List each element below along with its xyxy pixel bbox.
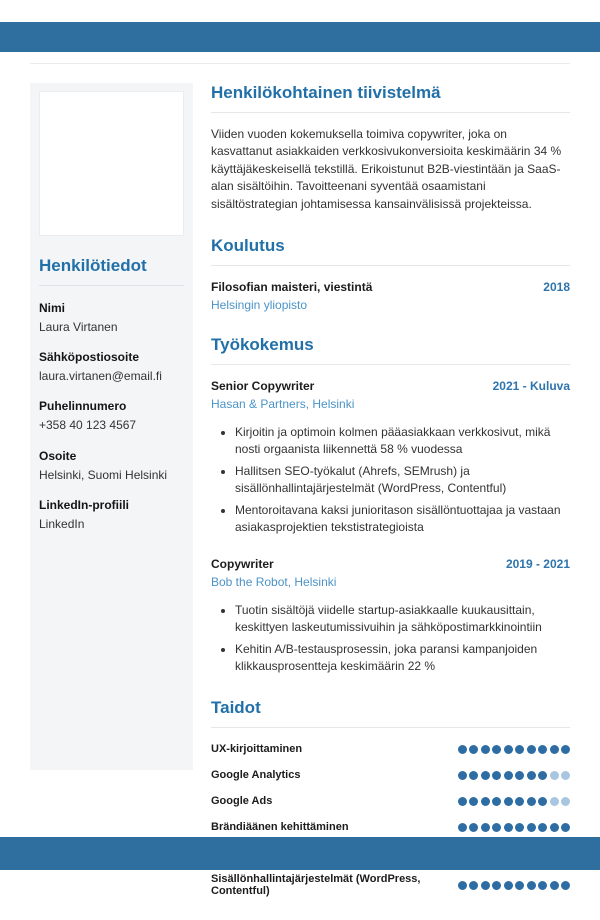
skill-dot-filled xyxy=(504,745,513,754)
field-label: Sähköpostiosoite xyxy=(39,350,140,365)
period-label: 2019 - 2021 xyxy=(505,557,570,572)
company-name: Hasan & Partners, Helsinki xyxy=(211,396,355,411)
skill-dot-filled xyxy=(458,771,467,780)
skill-dot-empty xyxy=(550,771,559,780)
entry-head xyxy=(211,557,570,571)
skill-dot-filled xyxy=(538,771,547,780)
section-title: Henkilökohtainen tiivistelmä xyxy=(211,83,570,113)
top-accent-bar xyxy=(0,22,600,52)
skill-dot-filled xyxy=(492,797,501,806)
entry-head xyxy=(211,379,570,393)
degree-title: Filosofian maisteri, viestintä xyxy=(211,279,373,294)
skill-rating-dots xyxy=(458,797,571,806)
skill-dot-filled xyxy=(458,745,467,754)
section-experience xyxy=(211,335,570,675)
skill-row xyxy=(211,769,570,781)
title-divider xyxy=(30,63,570,64)
school-name: Helsingin yliopisto xyxy=(211,297,308,312)
skill-rating-dots xyxy=(458,771,571,780)
skill-dot-filled xyxy=(515,745,524,754)
skill-name: Brändiäänen kehittäminen xyxy=(211,821,349,834)
section-title: Koulutus xyxy=(211,236,570,266)
bullet-item: • Kehitin A/B-testausprosessin, joka paransi kampanjoiden klikkausprosentteja keskimäärin 22 % xyxy=(235,641,570,675)
experience-entry xyxy=(211,379,570,536)
skill-dot-filled xyxy=(492,745,501,754)
skill-dot-filled xyxy=(561,823,570,832)
skill-dot-filled xyxy=(504,881,513,890)
skill-dot-filled xyxy=(538,745,547,754)
field-value: laura.virtanen@email.fi xyxy=(39,369,162,384)
skill-dot-filled xyxy=(550,823,559,832)
skill-dot-filled xyxy=(504,797,513,806)
entry-head xyxy=(211,280,570,294)
skill-dot-filled xyxy=(515,771,524,780)
field-value: Helsinki, Suomi Helsinki xyxy=(39,467,168,482)
bottom-accent-bar xyxy=(0,837,600,870)
sidebar-field-email xyxy=(39,350,184,384)
skill-rating-dots xyxy=(458,881,571,890)
skill-dot-filled xyxy=(469,881,478,890)
skill-dot-filled xyxy=(538,797,547,806)
field-label: LinkedIn-profiili xyxy=(39,497,129,512)
role-title: Senior Copywriter xyxy=(211,378,315,393)
skill-dot-filled xyxy=(527,823,536,832)
field-label: Osoite xyxy=(39,448,77,463)
main-column xyxy=(211,83,570,920)
summary-text: Viiden vuoden kokemuksella toimiva copywriter, joka on kasvattanut asiakkaiden verkkosivukonversioita keskimäärin 34 % käyttäjäkeskeisellä tekstillä. Erikoistunut B2B-viestintään ja SaaS-alan sisältöihin. Tavoitteenani syventää osaamistani sisältöstrategian johtamisessa kansainvälisissä projekteissa. xyxy=(211,127,562,211)
section-title: Työkokemus xyxy=(211,335,570,365)
skill-dot-filled xyxy=(492,771,501,780)
profile-photo-placeholder xyxy=(39,91,184,236)
skill-dot-filled xyxy=(527,881,536,890)
skill-dot-filled xyxy=(538,881,547,890)
company-name: Bob the Robot, Helsinki xyxy=(211,575,337,590)
field-label: Puhelinnumero xyxy=(39,399,127,414)
section-summary xyxy=(211,83,570,213)
period-label: 2018 xyxy=(543,279,570,294)
skill-dot-filled xyxy=(481,745,490,754)
skill-dot-filled xyxy=(458,823,467,832)
sidebar-field-name xyxy=(39,301,184,335)
bullet-item: • Mentoroitavana kaksi junioritason sisällöntuottajaa ja vastaan asiakasprojektien tekstistrategioista xyxy=(235,502,570,536)
skill-dot-filled xyxy=(481,881,490,890)
section-title: Taidot xyxy=(211,698,570,728)
sidebar-field-phone xyxy=(39,399,184,433)
skill-dot-filled xyxy=(481,797,490,806)
field-value: Laura Virtanen xyxy=(39,320,118,334)
experience-entry xyxy=(211,557,570,675)
skill-row xyxy=(211,821,570,833)
skill-dot-filled xyxy=(527,771,536,780)
skill-dot-filled xyxy=(481,823,490,832)
skill-dot-filled xyxy=(458,797,467,806)
skill-dot-filled xyxy=(527,745,536,754)
skill-dot-filled xyxy=(561,881,570,890)
skills-list xyxy=(211,743,570,897)
skill-dot-filled xyxy=(515,823,524,832)
bullet-list xyxy=(211,602,570,675)
field-value: LinkedIn xyxy=(39,516,85,531)
skill-dot-filled xyxy=(492,823,501,832)
skill-dot-filled xyxy=(550,881,559,890)
skill-dot-filled xyxy=(469,771,478,780)
skill-dot-filled xyxy=(515,881,524,890)
skill-row xyxy=(211,873,570,897)
skill-dot-filled xyxy=(492,881,501,890)
skill-dot-filled xyxy=(504,823,513,832)
skill-dot-filled xyxy=(504,771,513,780)
skill-row xyxy=(211,743,570,755)
skill-row xyxy=(211,795,570,807)
skill-dot-filled xyxy=(469,745,478,754)
period-label: 2021 - Kuluva xyxy=(492,378,570,393)
skill-rating-dots xyxy=(458,745,571,754)
bullet-item: • Tuotin sisältöjä viidelle startup-asiakkaalle kuukausittain, keskittyen laskeutumissivuihin ja sähköpostimarkkinointiin xyxy=(235,602,570,636)
sidebar xyxy=(30,83,193,770)
field-value: +358 40 123 4567 xyxy=(39,418,137,433)
skill-name: Google Analytics xyxy=(211,769,301,782)
skill-dot-filled xyxy=(538,823,547,832)
sidebar-field-linkedin xyxy=(39,498,184,532)
skill-dot-empty xyxy=(561,797,570,806)
skill-dot-empty xyxy=(561,771,570,780)
bullet-item: • Kirjoitin ja optimoin kolmen pääasiakkaan verkkosivut, mikä nosti orgaanista liikennettä 58 % vuodessa xyxy=(235,424,570,458)
role-title: Copywriter xyxy=(211,557,274,572)
skill-name: UX-kirjoittaminen xyxy=(211,743,303,756)
skill-dot-filled xyxy=(515,797,524,806)
skill-dot-filled xyxy=(550,745,559,754)
field-label: Nimi xyxy=(39,301,66,315)
skill-dot-filled xyxy=(469,797,478,806)
skill-dot-empty xyxy=(550,797,559,806)
skill-dot-filled xyxy=(561,745,570,754)
skill-dot-filled xyxy=(481,771,490,780)
bullet-item: • Hallitsen SEO-työkalut (Ahrefs, SEMrush) ja sisällönhallintajärjestelmät (WordPress, Contentful) xyxy=(235,463,570,497)
skill-rating-dots xyxy=(458,823,571,832)
skill-dot-filled xyxy=(527,797,536,806)
content-area xyxy=(30,83,570,920)
skill-dot-filled xyxy=(469,823,478,832)
skill-name: Sisällönhallintajärjestelmät (WordPress, Contentful) xyxy=(211,873,421,898)
section-education xyxy=(211,236,570,312)
skill-dot-filled xyxy=(458,881,467,890)
education-entry xyxy=(211,280,570,312)
sidebar-section-title: Henkilötiedot xyxy=(39,256,184,286)
bullet-list xyxy=(211,424,570,536)
sidebar-field-address xyxy=(39,449,184,483)
skill-name: Google Ads xyxy=(211,795,273,808)
